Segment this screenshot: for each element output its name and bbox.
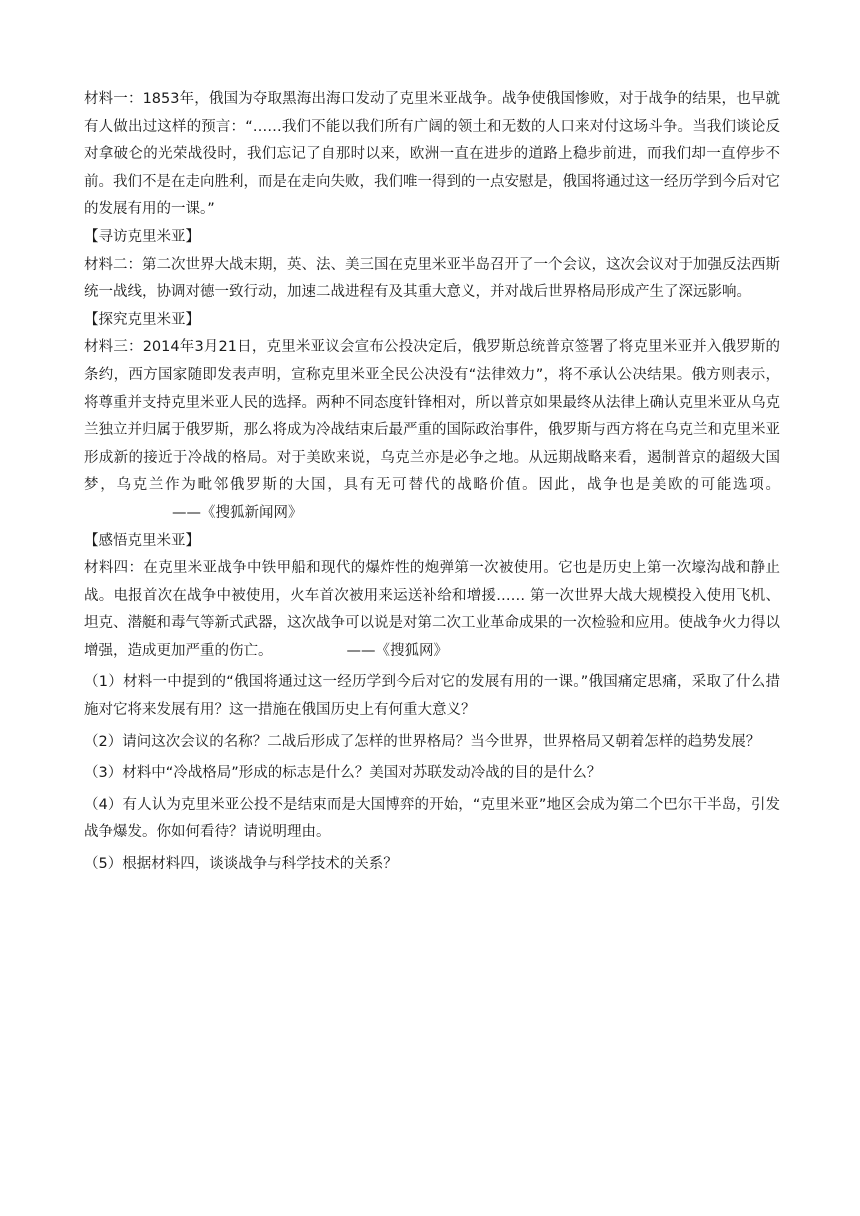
material-4 — [84, 555, 780, 665]
question-1: （1）材料一中提到的“俄国将通过这一经历学到今后对它的发展有用的一课。”俄国痛定思痛，采取了什么措施对它将来发展有用？这一措施在俄国历史上有何重大意义？ — [84, 674, 780, 719]
material-4-text: 材料四：在克里米亚战争中铁甲船和现代的爆炸性的炮弹第一次被使用。它也是历史上第一次壕沟战和静止战。电报首次在战争中被使用，火车首次被用来运送补给和增援…… 第一次世界大战大规模投入使用飞机、坦克、潜艇和毒气等新式武器，这次战争可以说是对第二次工业革命成果的一次检验和应用。使战争火力得以增强，造成更加严重的伤亡。 — [84, 560, 780, 659]
heading-explore-crimea: 【探究克里米亚】 — [84, 311, 200, 328]
question-4: （4）有人认为克里米亚公投不是结束而是大国博弈的开始，“克里米亚”地区会成为第二个巴尔干半岛，引发战争爆发。你如何看待？请说明理由。 — [84, 796, 780, 841]
question-3: （3）材料中“冷战格局”形成的标志是什么？美国对苏联发动冷战的目的是什么？ — [84, 765, 602, 782]
material-3-source: ——《搜狐新闻网》 — [172, 504, 303, 521]
material-4-source: ——《搜狐网》 — [346, 642, 448, 659]
material-3-text: 材料三：2014年3月21日，克里米亚议会宣布公投决定后，俄罗斯总统普京签署了将克里米亚并入俄罗斯的条约，西方国家随即发表声明，宣称克里米亚全民公决没有“法律效力”，将不承认公决结果。俄方则表示，将尊重并支持克里米亚人民的选择。两种不同态度针锋相对，所以普京如果最终从法律上确认克里米亚从乌克兰独立并归属于俄罗斯，那么将成为冷战结束后最严重的国际政治事件，俄罗斯与西方将在乌克兰和克里米亚形成新的接近于冷战的格局。对于美欧来说，乌克兰亦是必争之地。从远期战略来看，遏制普京的超级大国梦，乌克兰作为毗邻俄罗斯的大国，具有无可替代的战略价值。因此，战争也是美欧的可能选项。 — [84, 339, 780, 494]
question-2: （2）请问这次会议的名称？二战后形成了怎样的世界格局？当今世界，世界格局又朝着怎样的趋势发展？ — [84, 733, 761, 750]
material-3 — [84, 334, 780, 527]
material-2: 材料二：第二次世界大战末期，英、法、美三国在克里米亚半岛召开了一个会议，这次会议对于加强反法西斯统一战线，协调对德一致行动，加速二战进程有及其重大意义，并对战后世界格局形成产生了深远影响。 — [84, 256, 780, 301]
question-5: （5）根据材料四，谈谈战争与科学技术的关系？ — [84, 856, 398, 873]
heading-reflect-crimea: 【感悟克里米亚】 — [84, 532, 200, 549]
material-1: 材料一：1853年，俄国为夺取黑海出海口发动了克里米亚战争。战争使俄国惨败，对于战争的结果，也早就有人做出过这样的预言：“……我们不能以我们所有广阔的领土和无数的人口来对付这场斗争。当我们谈论反对拿破仑的光荣战役时，我们忘记了自那时以来，欧洲一直在进步的道路上稳步前进，而我们却一直停步不前。我们不是在走向胜利，而是在走向失败，我们唯一得到的一点安慰是，俄国将通过这一经历学到今后对它的发展有用的一课。” — [84, 91, 780, 218]
heading-visit-crimea: 【寻访克里米亚】 — [84, 228, 200, 245]
document-page — [84, 86, 780, 879]
